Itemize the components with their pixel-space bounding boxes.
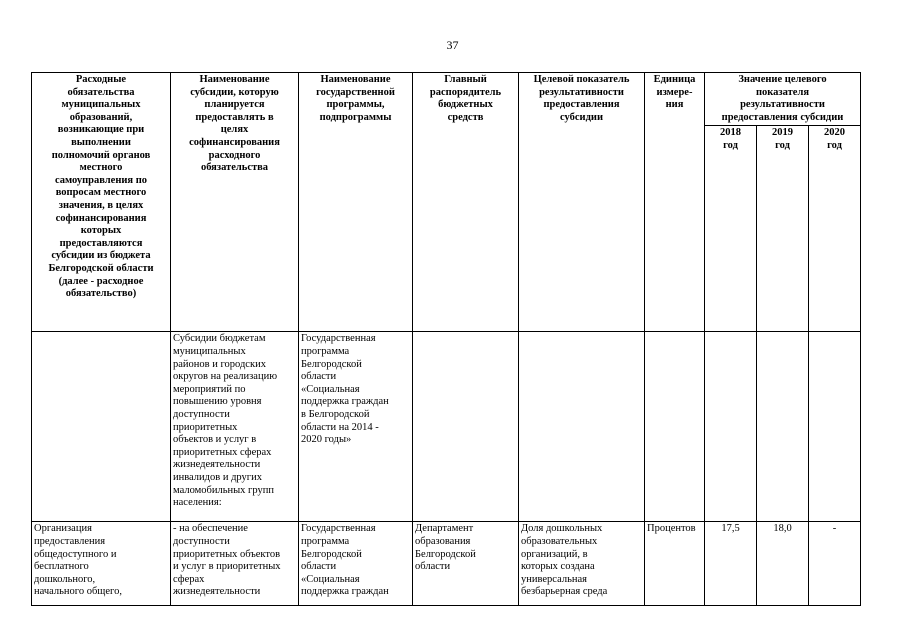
- header-expense-obligations: Расходные обязательства муниципальных образований, возникающие при выполнении полномочий органов местного самоуправления по вопросам местного значения, в целях софинансирования которых предоставляются субсидии из бюджета Белгородской области (далее - расходное обязательство): [32, 73, 171, 332]
- header-target-indicator: Целевой показатель результативности предоставления субсидии: [519, 73, 645, 332]
- cell-program-name: Государственная программа Белгородской области «Социальная поддержка граждан: [299, 522, 413, 606]
- header-target-value: Значение целевого показателя результативности предоставления субсидии: [705, 73, 861, 126]
- header-subsidy-name: Наименование субсидии, которую планируется предоставлять в целях софинансирования расходного обязательства: [171, 73, 299, 332]
- header-unit: Единица измере- ния: [645, 73, 705, 332]
- cell-budget-manager: [413, 332, 519, 522]
- cell-expense-obligation: [32, 332, 171, 522]
- header-year-2018: 2018 год: [705, 126, 757, 332]
- cell-unit: Процентов: [645, 522, 705, 606]
- cell-value-2019: [757, 332, 809, 522]
- cell-unit: [645, 332, 705, 522]
- cell-value-2018: 17,5: [705, 522, 757, 606]
- subsidy-table: [31, 72, 861, 606]
- cell-value-2020: -: [809, 522, 861, 606]
- cell-value-2019: 18,0: [757, 522, 809, 606]
- cell-target-indicator: Доля дошкольных образовательных организаций, в которых создана универсальная безбарьерная среда: [519, 522, 645, 606]
- page-number: 37: [446, 38, 459, 52]
- header-program-name: Наименование государственной программы, подпрограммы: [299, 73, 413, 332]
- cell-budget-manager: Департамент образования Белгородской области: [413, 522, 519, 606]
- cell-value-2018: [705, 332, 757, 522]
- cell-program-name: Государственная программа Белгородской области «Социальная поддержка граждан в Белгородской области на 2014 - 2020 годы»: [299, 332, 413, 522]
- cell-value-2020: [809, 332, 861, 522]
- header-budget-manager: Главный распорядитель бюджетных средств: [413, 73, 519, 332]
- header-year-2019: 2019 год: [757, 126, 809, 332]
- table-row: [32, 522, 861, 606]
- table-row: [32, 332, 861, 522]
- cell-expense-obligation: Организация предоставления общедоступного и бесплатного дошкольного, начального общего,: [32, 522, 171, 606]
- cell-target-indicator: [519, 332, 645, 522]
- cell-subsidy-name: - на обеспечение доступности приоритетных объектов и услуг в приоритетных сферах жизнедеятельности: [171, 522, 299, 606]
- header-year-2020: 2020 год: [809, 126, 861, 332]
- cell-subsidy-name: Субсидии бюджетам муниципальных районов и городских округов на реализацию мероприятий по повышению уровня доступности приоритетных объектов и услуг в приоритетных сферах жизнедеятельности инвалидов и других маломобильных групп населения:: [171, 332, 299, 522]
- header-row: [32, 73, 861, 126]
